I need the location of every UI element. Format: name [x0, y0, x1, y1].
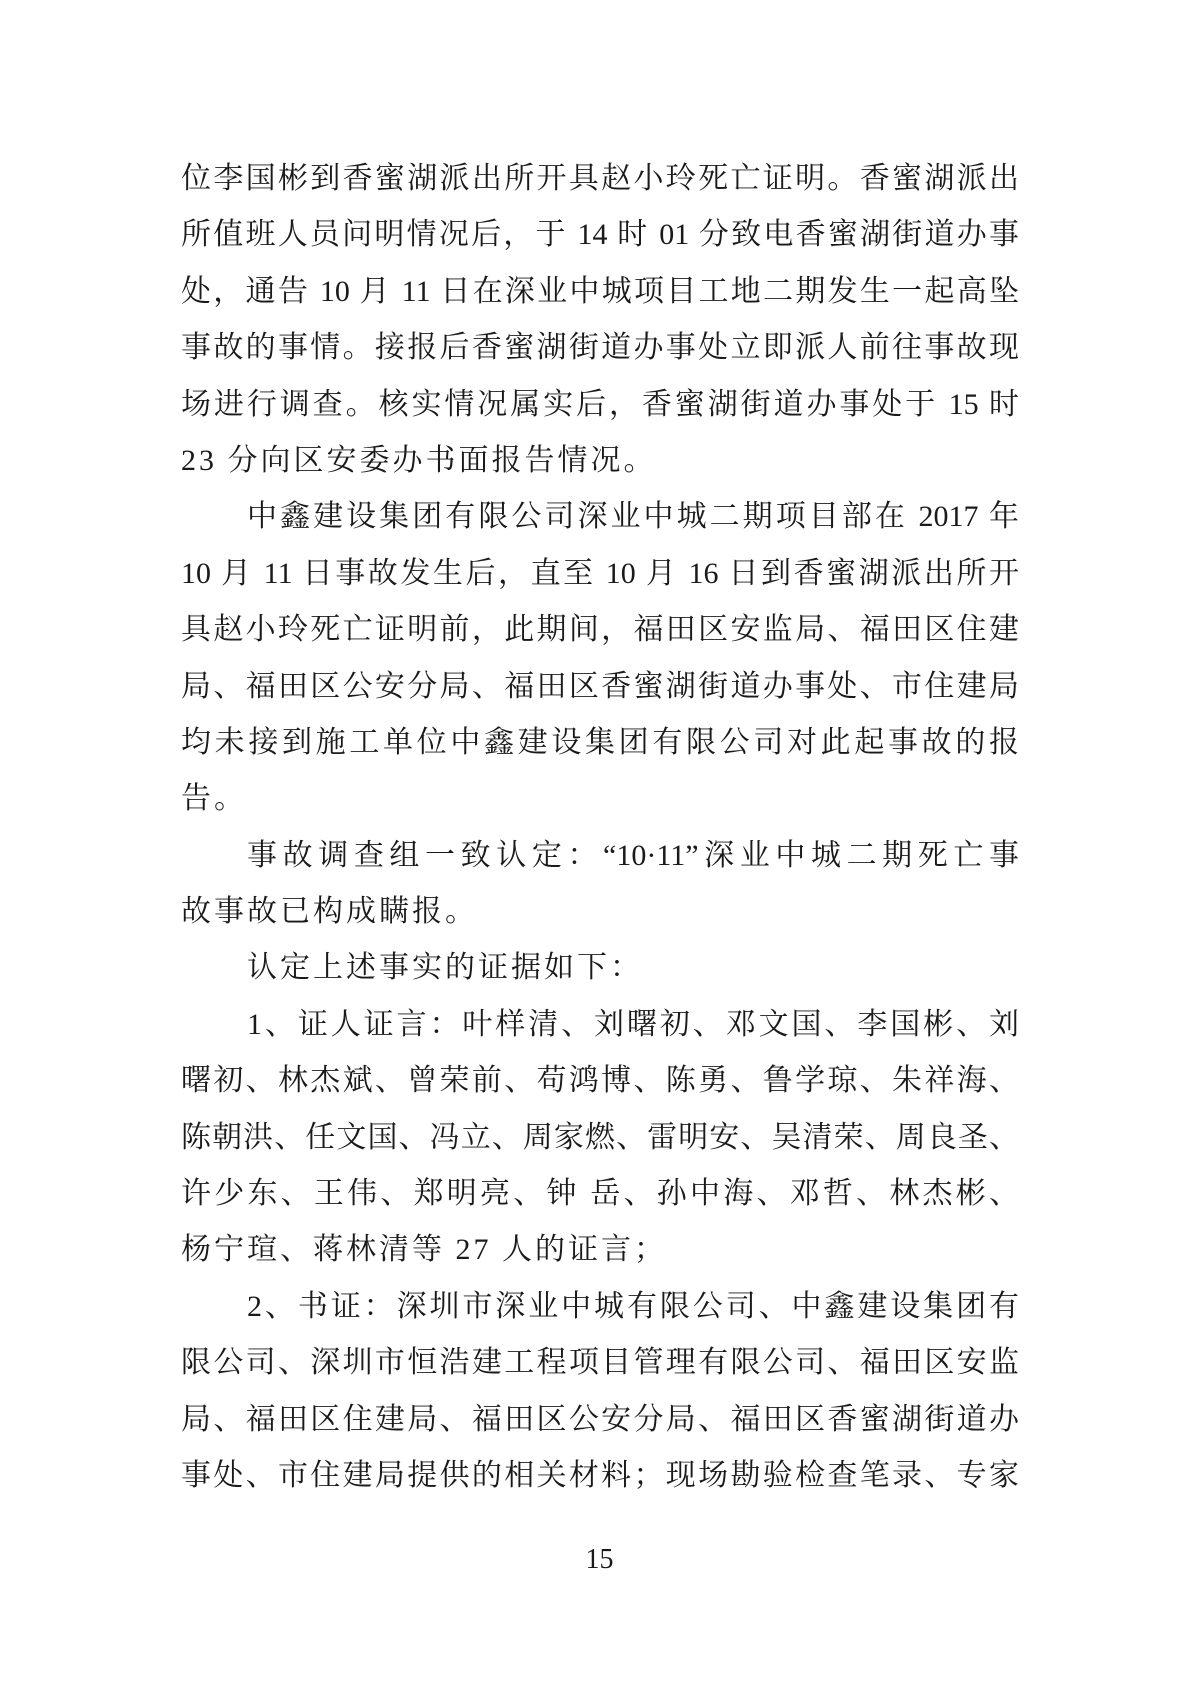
text-line: 具赵小玲死亡证明前，此期间，福田区安监局、福田区住建 — [181, 613, 1019, 647]
text-line: 10 月 11 日事故发生后，直至 10 月 16 日到香蜜湖派出所开 — [181, 556, 1019, 590]
text-line: 曙初、林杰斌、曾荣前、苟鸿博、陈勇、鲁学琼、朱祥海、 — [181, 1064, 1019, 1098]
text-line: 限公司、深圳市恒浩建工程项目管理有限公司、福田区安监 — [181, 1346, 1019, 1380]
page-number: 15 — [585, 1544, 614, 1575]
text-line: 陈朝洪、任文国、冯立、周家燃、雷明安、吴清荣、周良圣、 — [181, 1120, 1019, 1154]
text-line: 2、书证：深圳市深业中城有限公司、中鑫建设集团有 — [247, 1289, 1019, 1323]
text-line: 故事故已构成瞒报。 — [181, 895, 478, 929]
text-line: 局、福田区住建局、福田区公安分局、福田区香蜜湖街道办 — [181, 1402, 1019, 1436]
text-line: 位李国彬到香蜜湖派出所开具赵小玲死亡证明。香蜜湖派出 — [181, 162, 1019, 195]
text-line: 局、福田区公安分局、福田区香蜜湖街道办事处、市住建局 — [181, 669, 1019, 703]
text-line: 1、证人证言：叶样清、刘曙初、邓文国、李国彬、刘 — [247, 1007, 1019, 1041]
text-line: 杨宁瑄、蒋林清等 27 人的证言； — [181, 1233, 667, 1267]
text-line: 23 分向区安委办书面报告情况。 — [181, 443, 657, 477]
text-line: 认定上述事实的证据如下： — [247, 951, 643, 985]
text-line: 处，通告 10 月 11 日在深业中城项目工地二期发生一起高坠 — [181, 274, 1019, 308]
text-line: 所值班人员问明情况后，于 14 时 01 分致电香蜜湖街道办事 — [181, 218, 1019, 252]
text-line: 事处、市住建局提供的相关材料；现场勘验检查笔录、专家 — [181, 1458, 1019, 1492]
document-body — [181, 151, 1019, 1504]
text-line: 事故的事情。接报后香蜜湖街道办事处立即派人前往事故现 — [181, 331, 1019, 365]
text-line: 场进行调查。核实情况属实后，香蜜湖街道办事处于 15 时 — [181, 387, 1019, 421]
text-line: 均未接到施工单位中鑫建设集团有限公司对此起事故的报 — [181, 725, 1019, 759]
text-line: 中鑫建设集团有限公司深业中城二期项目部在 2017 年 — [247, 500, 1019, 534]
text-line: 告。 — [181, 782, 247, 816]
text-line: 事故调查组一致认定：“10·11”深业中城二期死亡事 — [247, 838, 1019, 872]
text-line: 许少东、王伟、郑明亮、钟 岳、孙中海、邓哲、林杰彬、 — [181, 1177, 1019, 1211]
